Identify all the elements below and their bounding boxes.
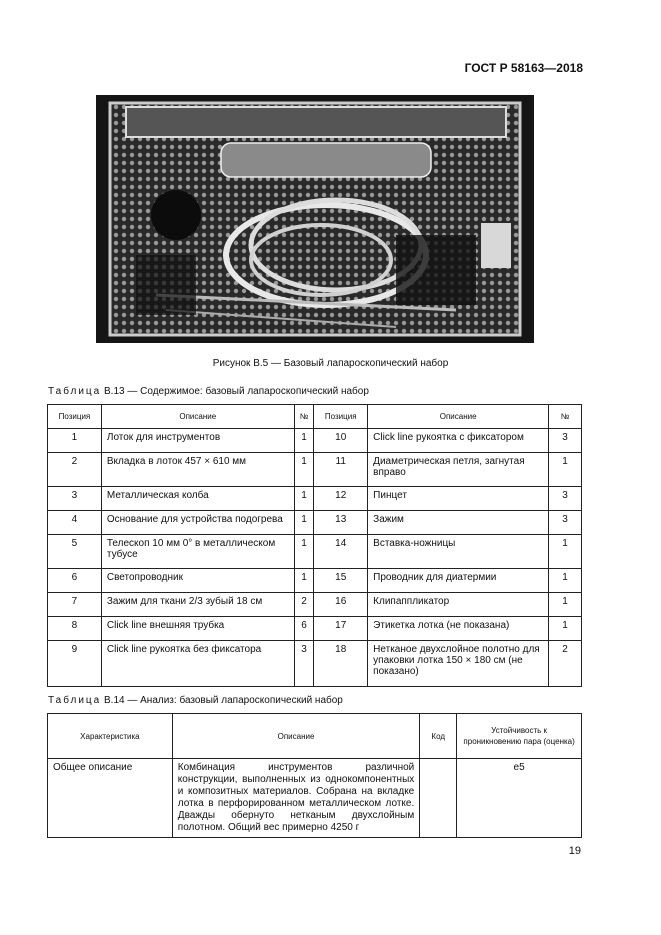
description-cell: Этикетка лотка (не показана) (368, 617, 549, 641)
quantity-cell: 3 (549, 429, 582, 453)
description-cell: Лоток для инструментов (101, 429, 294, 453)
characteristic-cell: Общее описание (48, 759, 173, 838)
description-cell: Зажим (368, 511, 549, 535)
description-cell: Зажим для ткани 2/3 зубый 18 см (101, 593, 294, 617)
table-row (48, 429, 582, 453)
quantity-cell: 1 (294, 429, 314, 453)
header-steam-penetration-rating: Устойчивость к проникновению пара (оценка) (457, 714, 582, 759)
page-number: 19 (568, 845, 581, 857)
description-cell: Комбинация инструментов различной конструкции, выполненных из однокомпонентных и композитных материалов. Собрана на вкладке лотка в перфорированном металлическом лотке. Дважды обернуто нетканым двухслойным полотном. Общий вес примерно 4250 г (172, 759, 419, 838)
description-cell: Вставка-ножницы (368, 535, 549, 569)
table14-caption (48, 695, 343, 706)
header-description: Описание (172, 714, 419, 759)
quantity-cell: 2 (294, 593, 314, 617)
quantity-cell: 1 (294, 487, 314, 511)
tray-illustration (96, 95, 534, 343)
quantity-cell: 1 (294, 535, 314, 569)
description-cell: Click line рукоятка без фиксатора (101, 641, 294, 687)
position-cell: 17 (314, 617, 368, 641)
header-description: Описание (368, 405, 549, 429)
table-row (48, 641, 582, 687)
table13-caption-title: В.13 — Содержимое: базовый лапароскопический набор (104, 386, 369, 397)
quantity-cell: 1 (549, 535, 582, 569)
description-cell: Клипаппликатор (368, 593, 549, 617)
description-cell: Click line внешняя трубка (101, 617, 294, 641)
position-cell: 2 (48, 453, 102, 487)
analysis-table (47, 713, 582, 838)
table-row (48, 593, 582, 617)
quantity-cell: 1 (294, 453, 314, 487)
quantity-cell: 2 (549, 641, 582, 687)
header-description: Описание (101, 405, 294, 429)
table13-caption (48, 386, 369, 397)
header-position: Позиция (48, 405, 102, 429)
rating-cell: е5 (457, 759, 582, 838)
position-cell: 4 (48, 511, 102, 535)
description-cell: Диаметрическая петля, загнутая вправо (368, 453, 549, 487)
description-cell: Основание для устройства подогрева (101, 511, 294, 535)
contents-table (47, 404, 582, 687)
figure-caption: Рисунок В.5 — Базовый лапароскопический набор (212, 358, 449, 369)
position-cell: 13 (314, 511, 368, 535)
position-cell: 10 (314, 429, 368, 453)
description-cell: Телескоп 10 мм 0° в металлическом тубусе (101, 535, 294, 569)
description-cell: Нетканое двухслойное полотно для упаковки лотка 150 × 180 см (не показано) (368, 641, 549, 687)
position-cell: 8 (48, 617, 102, 641)
table14-caption-title: В.14 — Анализ: базовый лапароскопический набор (104, 695, 343, 706)
table-row (48, 535, 582, 569)
table-row (48, 569, 582, 593)
table-row (48, 759, 582, 838)
description-cell: Пинцет (368, 487, 549, 511)
description-cell: Металлическая колба (101, 487, 294, 511)
quantity-cell: 1 (549, 453, 582, 487)
position-cell: 6 (48, 569, 102, 593)
quantity-cell: 6 (294, 617, 314, 641)
quantity-cell: 1 (549, 617, 582, 641)
table-row (48, 511, 582, 535)
document-standard-number: ГОСТ Р 58163—2018 (464, 61, 583, 75)
description-cell: Проводник для диатермии (368, 569, 549, 593)
table14-caption-word: Таблица (48, 695, 102, 706)
table-row (48, 453, 582, 487)
position-cell: 18 (314, 641, 368, 687)
quantity-cell: 3 (549, 487, 582, 511)
header-number: № (294, 405, 314, 429)
table-row (48, 487, 582, 511)
header-position: Позиция (314, 405, 368, 429)
header-characteristic: Характеристика (48, 714, 173, 759)
position-cell: 3 (48, 487, 102, 511)
quantity-cell: 3 (294, 641, 314, 687)
header-number: № (549, 405, 582, 429)
position-cell: 9 (48, 641, 102, 687)
position-cell: 12 (314, 487, 368, 511)
table13-caption-word: Таблица (48, 386, 102, 397)
position-cell: 7 (48, 593, 102, 617)
laparoscopic-set-photo (96, 95, 534, 343)
position-cell: 16 (314, 593, 368, 617)
table-row (48, 617, 582, 641)
position-cell: 1 (48, 429, 102, 453)
position-cell: 11 (314, 453, 368, 487)
analysis-table-header-row (48, 714, 582, 759)
contents-table-header-row (48, 405, 582, 429)
description-cell: Вкладка в лоток 457 × 610 мм (101, 453, 294, 487)
position-cell: 15 (314, 569, 368, 593)
code-cell (420, 759, 457, 838)
position-cell: 14 (314, 535, 368, 569)
description-cell: Click line рукоятка с фиксатором (368, 429, 549, 453)
quantity-cell: 1 (549, 569, 582, 593)
header-code: Код (420, 714, 457, 759)
quantity-cell: 1 (549, 593, 582, 617)
description-cell: Светопроводник (101, 569, 294, 593)
quantity-cell: 1 (294, 569, 314, 593)
quantity-cell: 3 (549, 511, 582, 535)
position-cell: 5 (48, 535, 102, 569)
quantity-cell: 1 (294, 511, 314, 535)
